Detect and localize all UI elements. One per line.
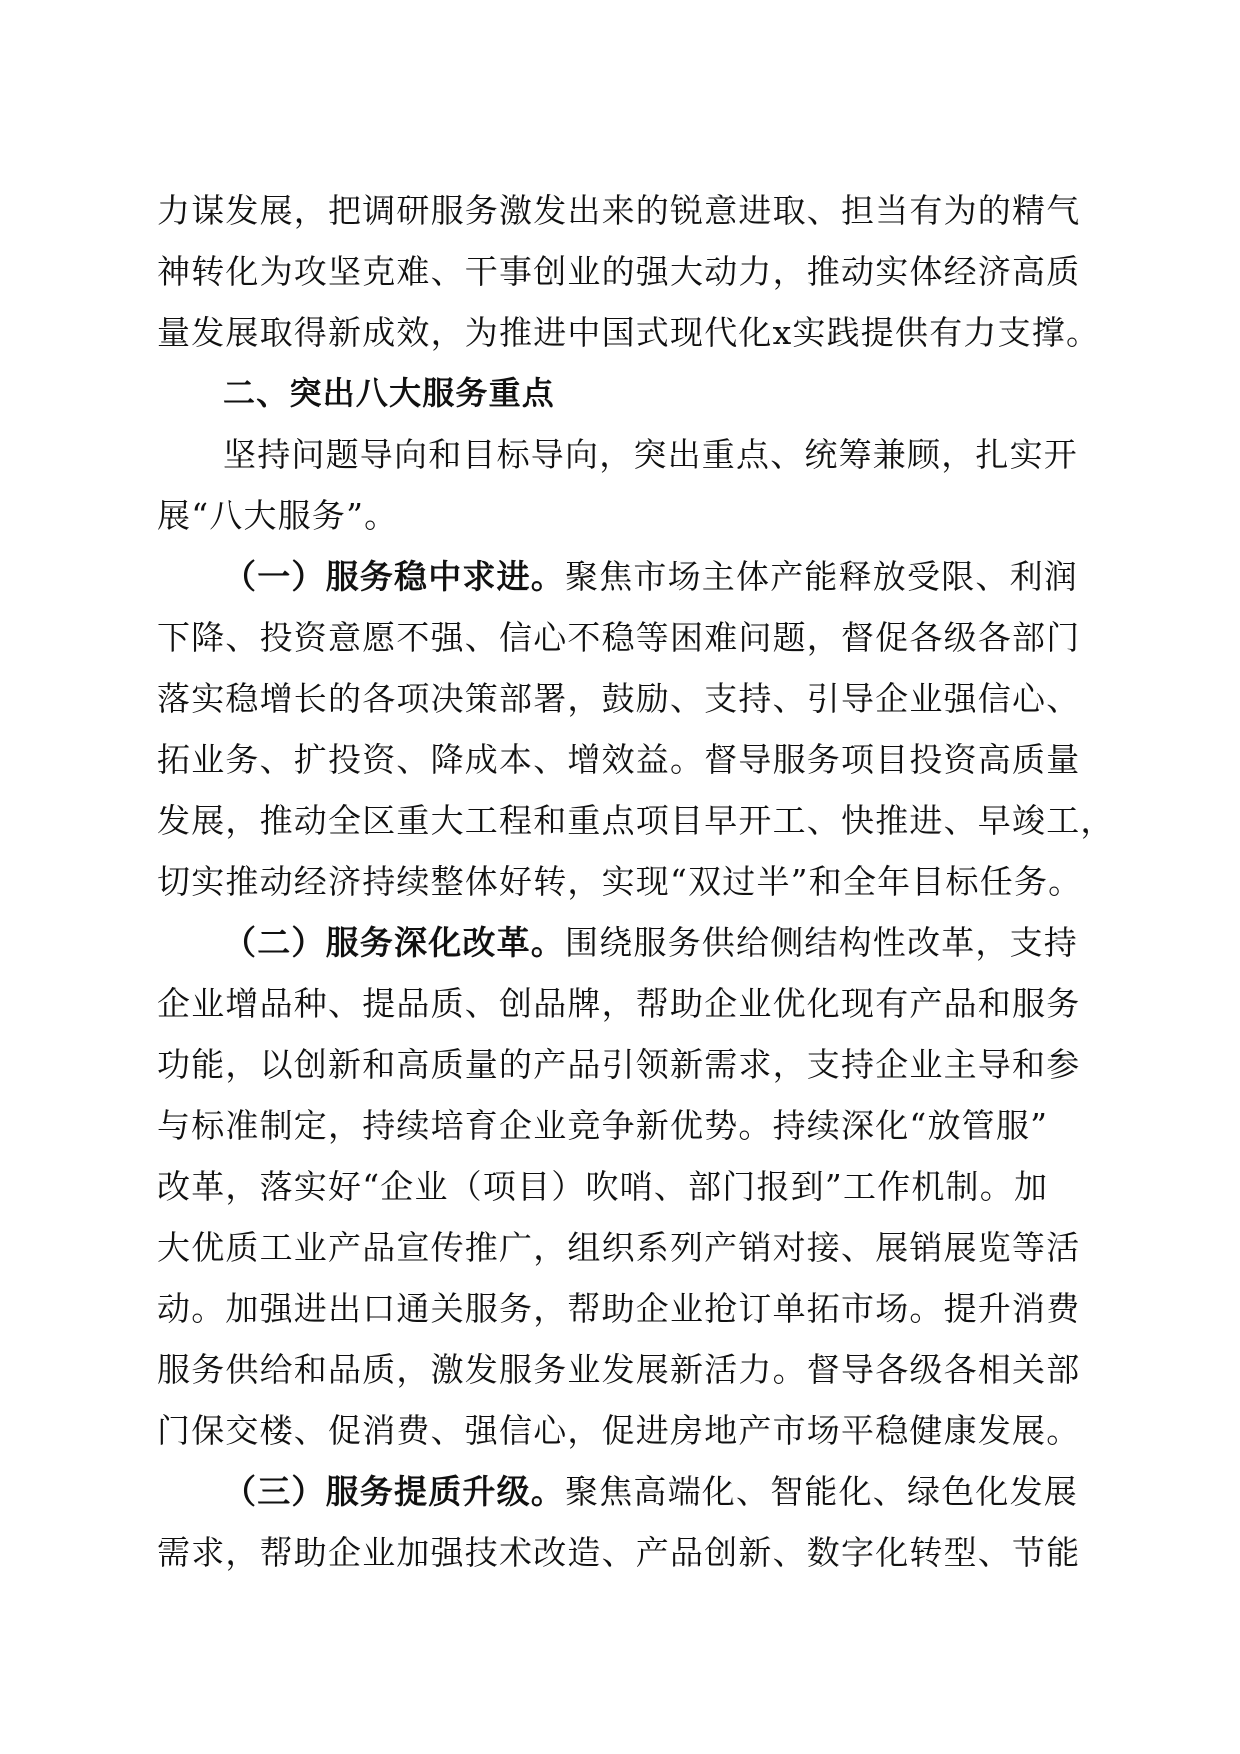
paragraph-line: 动。加强进出口通关服务，帮助企业抢订单拓市场。提升消费 [157,1289,1081,1328]
subsection-1-title: （一）服务稳中求进。 [223,557,565,596]
body-text [157,180,1115,1583]
subsection-1-first-line [157,546,1078,607]
subsection-3-title: （三）服务提质升级。 [223,1472,565,1511]
section-heading: 二、突出八大服务重点 [223,374,556,412]
paragraph-line: 与标准制定，持续培育企业竞争新优势。持续深化“放管服” [157,1106,1049,1145]
paragraph-line: 功能，以创新和高质量的产品引领新需求，支持企业主导和参 [157,1045,1081,1084]
paragraph-line: 企业增品种、提品质、创品牌，帮助企业优化现有产品和服务 [157,984,1081,1023]
paragraph-line: 门保交楼、促消费、强信心，促进房地产市场平稳健康发展。 [157,1411,1081,1450]
paragraph-line: 改革，落实好“企业（项目）吹哨、部门报到”工作机制。加 [157,1167,1049,1206]
paragraph-line: 落实稳增长的各项决策部署，鼓励、支持、引导企业强信心、 [157,679,1081,718]
paragraph-line: 切实推动经济持续整体好转，实现“双过半”和全年目标任务。 [157,862,1083,901]
paragraph-line: 神转化为攻坚克难、干事创业的强大动力，推动实体经济高质 [157,252,1081,291]
paragraph-line: 力谋发展，把调研服务激发出来的锐意进取、担当有为的精气 [157,191,1081,230]
paragraph-line: 服务供给和品质，激发服务业发展新活力。督导各级各相关部 [157,1350,1081,1389]
paragraph-line: 需求，帮助企业加强技术改造、产品创新、数字化转型、节能 [157,1533,1081,1572]
paragraph-line: 拓业务、扩投资、降成本、增效益。督导服务项目投资高质量 [157,740,1081,779]
paragraph-line: 大优质工业产品宣传推广，组织系列产销对接、展销展览等活 [157,1228,1081,1267]
paragraph-text: 围绕服务供给侧结构性改革，支持 [565,923,1078,962]
paragraph-text: 聚焦市场主体产能释放受限、利润 [565,557,1078,596]
subsection-2-first-line [157,912,1078,973]
subsection-2-title: （二）服务深化改革。 [223,923,565,962]
paragraph-line: 下降、投资意愿不强、信心不稳等困难问题，督促各级各部门 [157,618,1081,657]
paragraph-line: 展“八大服务”。 [157,496,399,535]
subsection-3-first-line [157,1461,1078,1522]
paragraph-line: 量发展取得新成效，为推进中国式现代化x实践提供有力支撑。 [157,313,1101,352]
paragraph-line: 发展，推动全区重大工程和重点项目早开工、快推进、早竣工， [157,801,1115,840]
paragraph-text: 聚焦高端化、智能化、绿色化发展 [565,1472,1078,1511]
paragraph-line: 坚持问题导向和目标导向，突出重点、统筹兼顾，扎实开 [223,435,1078,474]
